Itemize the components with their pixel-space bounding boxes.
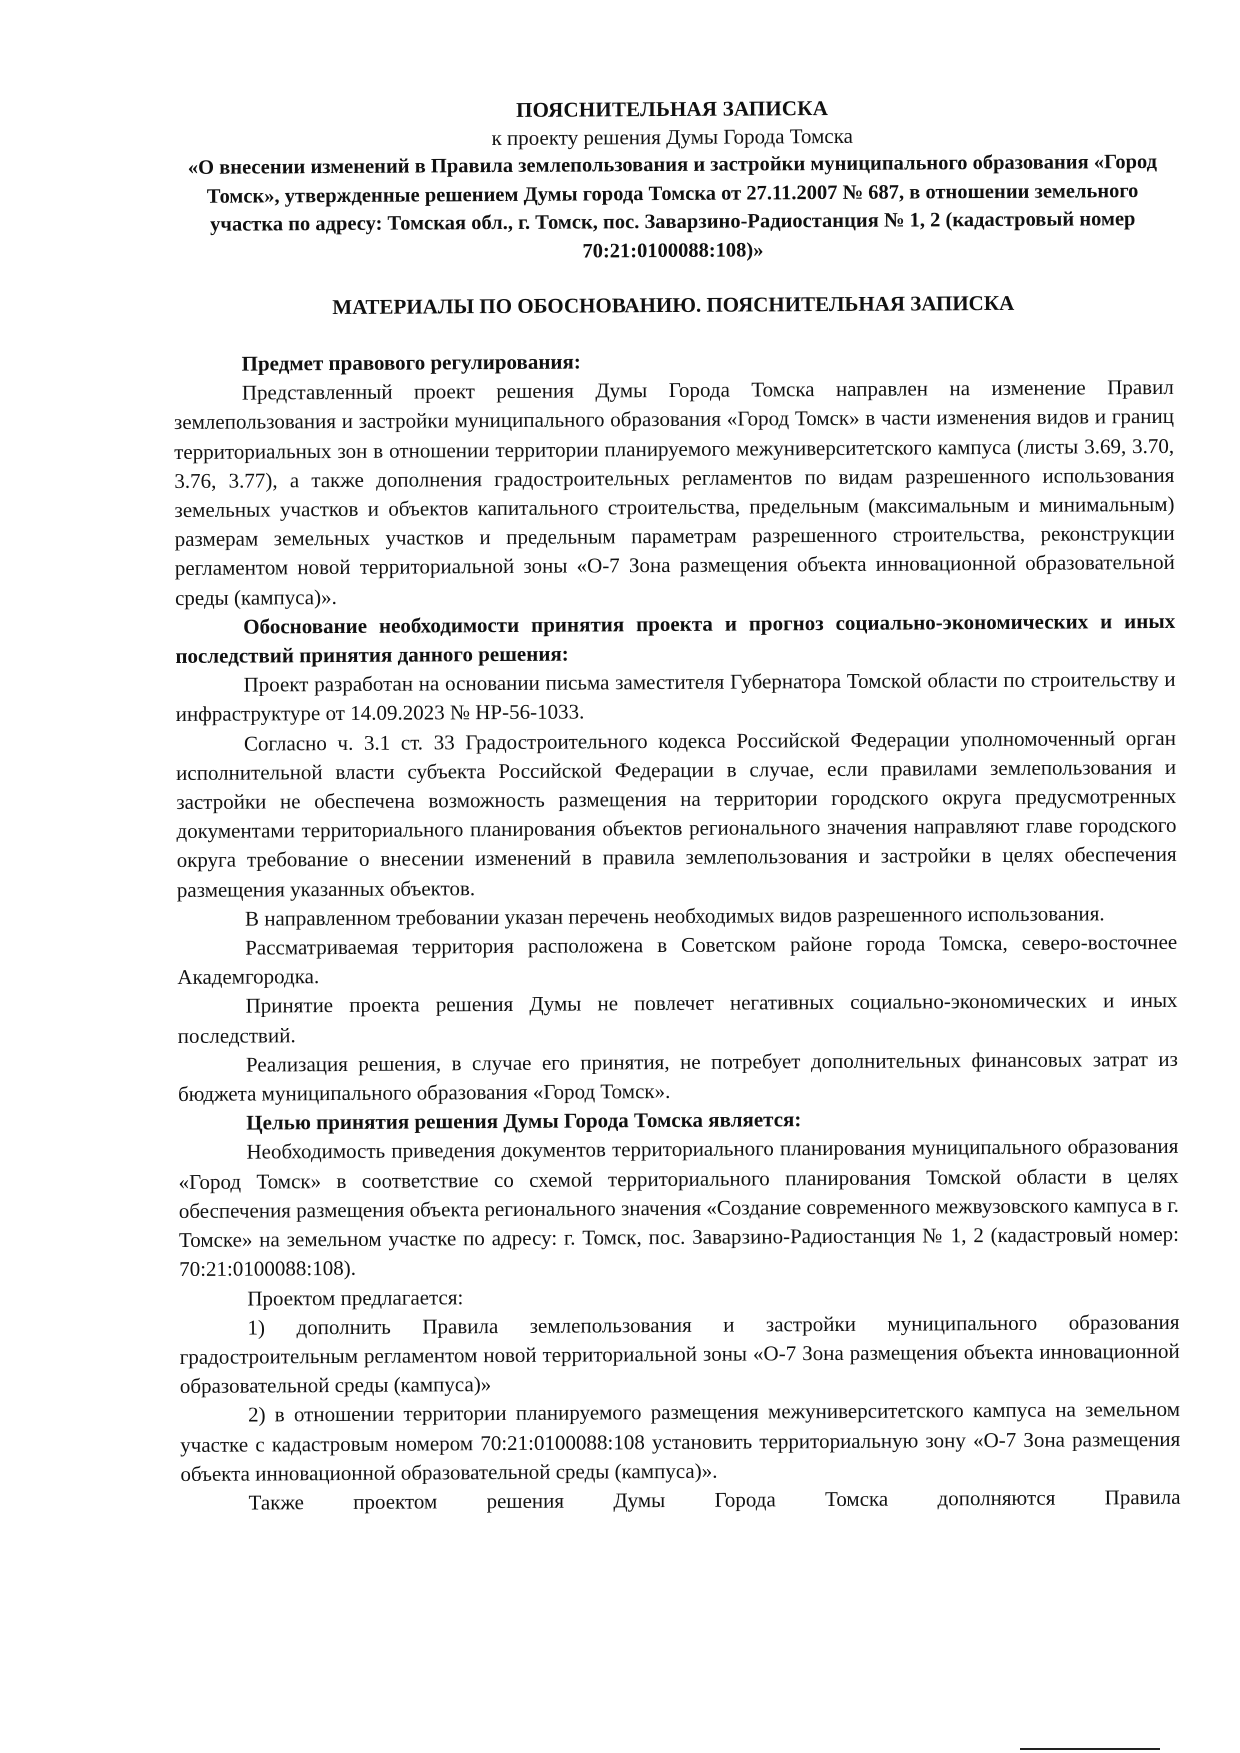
heading-subject: Предмет правового регулирования: — [241, 349, 581, 376]
document-subtitle: к проекту решения Думы Города Томска — [491, 123, 853, 151]
paragraph: 2) в отношении территории планируемого размещения межуниверситетского кампуса на земельном участке с кадастровым номером 70:21:0100088:108 установить территориальную зону «О-7 Зона размещения объекта инновационной образовательной среды (кампуса)». — [180, 1397, 1181, 1486]
document-title: ПОЯСНИТЕЛЬНАЯ ЗАПИСКА — [516, 95, 829, 122]
paragraph: Принятие проекта решения Думы не повлечет негативных социально-экономических и иных последствий. — [177, 988, 1178, 1048]
document-body — [174, 344, 1181, 1518]
heading-justification: Обоснование необходимости принятия проекта и прогноз социально-экономических и иных последствий принятия данного решения: — [175, 608, 1176, 669]
paragraph: 1) дополнить Правила землепользования и застройки муниципального образования градостроительным регламентом новой территориальной зоны «О-7 Зона размещения объекта инновационной образовательной среды (кампуса)» — [179, 1309, 1180, 1399]
paragraph: Проект разработан на основании письма заместителя Губернатора Томской области по строительству и инфраструктуре от 14.09.2023 № НР-56-1033. — [175, 667, 1176, 727]
footnote-divider — [1020, 1748, 1160, 1750]
paragraph: Реализация решения, в случае его принятия, не потребует дополнительных финансовых затрат из бюджета муниципального образования «Город Томск». — [178, 1046, 1178, 1107]
heading-goal: Целью принятия решения Думы Города Томска является: — [246, 1107, 802, 1135]
paragraph: Согласно ч. 3.1 ст. 33 Градостроительного кодекса Российской Федерации уполномоченный орган исполнительной власти субъекта Российской Федерации в случае, если правилами землепользования и застройки не обеспечена возможность размещения на территории городского округа предусмотренных документами территориального планирования объектов регионального значения направляют главе городского округа требование о внесении изменений в правила землепользования и застройки в целях обеспечения размещения указанных объектов. — [176, 725, 1177, 902]
paragraph: В направленном требовании указан перечень необходимых видов разрешенного использования. — [244, 901, 1105, 931]
project-name: «О внесении изменений в Правила землепользования и застройки муниципального образования «Город Томск», утвержденные решением Думы города Томска от 27.11.2007 № 687, в отношении земельного участка по адресу: Томская обл., г. Томск, пос. Заварзино-Радиостанция № 1, 2 (кадастровый номер 70:21:0100088:108)» — [187, 150, 1158, 262]
paragraph-continued: Также проектом решения Думы Города Томска дополняются Правила — [248, 1484, 1181, 1515]
paragraph: Представленный проект решения Думы Города Томска направлен на изменение Правил землепользования и застройки муниципального образования «Город Томск» в части изменения видов и границ территориальных зон в отношении территории планируемого межуниверситетского кампуса (листы 3.69, 3.70, 3.76, 3.77), а также дополнения градостроительных регламентов по видам разрешенного использования земельных участков и объектов капитального строительства, предельным (максимальным и минимальным) размерам земельных участков и предельным параметрам разрешенного строительства, реконструкции регламентом новой территориальной зоны «О-7 Зона размещения объекта инновационной образовательной среды (кампуса)». — [173, 375, 1175, 610]
document-page — [172, 92, 1181, 1518]
paragraph: Рассматриваемая территория расположена в Советском районе города Томска, северо-восточнее Академгородка. — [177, 929, 1178, 990]
paragraph: Проектом предлагается: — [247, 1284, 464, 1311]
section-title: МАТЕРИАЛЫ ПО ОБОСНОВАНИЮ. ПОЯСНИТЕЛЬНАЯ ЗАПИСКА — [332, 290, 1015, 320]
paragraph: Необходимость приведения документов территориального планирования муниципального образования «Город Томск» в соответствие со схемой территориального планирования Томской области в целях обеспечения размещения объекта регионального значения «Создание современного межвузовского кампуса в г. Томске» на земельном участке по адресу: г. Томск, пос. Заварзино-Радиостанция № 1, 2 (кадастровый номер: 70:21:0100088:108). — [178, 1134, 1180, 1282]
